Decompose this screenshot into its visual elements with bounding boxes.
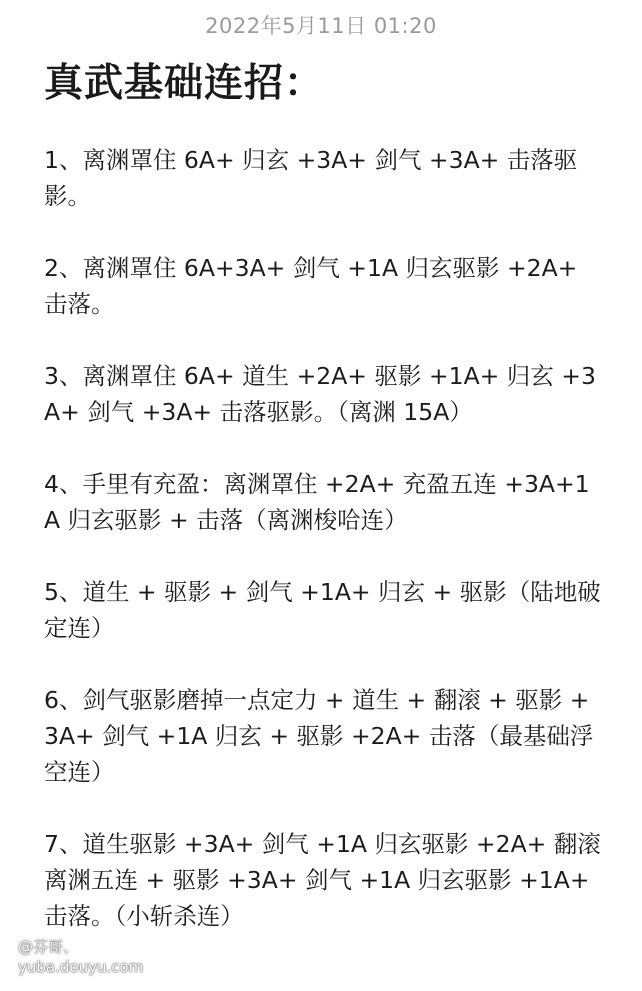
combo-item-3: 3、离渊罩住 6A+ 道生 +2A+ 驱影 +1A+ 归玄 +3A+ 剑气 +3A+ 击落驱影。（离渊 15A） — [44, 362, 596, 426]
combo-item-4: 4、手里有充盈：离渊罩住 +2A+ 充盈五连 +3A+1A 归玄驱影 + 击落（离渊梭哈连） — [44, 470, 590, 534]
combo-item-6: 6、剑气驱影磨掉一点定力 + 道生 + 翻滚 + 驱影 +3A+ 剑气 +1A 归玄 + 驱影 +2A+ 击落（最基础浮空连） — [44, 686, 594, 786]
note-title: 真武基础连招： — [44, 61, 325, 106]
watermark-site: yuba.douyu.com — [18, 958, 144, 976]
combo-item-5: 5、道生 + 驱影 + 剑气 +1A+ 归玄 + 驱影（陆地破定连） — [44, 578, 601, 642]
combo-item-7: 7、道生驱影 +3A+ 剑气 +1A 归玄驱影 +2A+ 翻滚离渊五连 + 驱影 +3A+ 剑气 +1A 归玄驱影 +1A+ 击落。（小斩杀连） — [44, 830, 601, 930]
watermark-user: @芬哥、 — [18, 938, 79, 956]
combo-item-1: 1、离渊罩住 6A+ 归玄 +3A+ 剑气 +3A+ 击落驱影。 — [44, 146, 578, 210]
note-timestamp: 2022年5月11日 01:20 — [205, 14, 437, 38]
combo-list — [44, 142, 604, 970]
watermark — [18, 937, 143, 977]
combo-item-2: 2、离渊罩住 6A+3A+ 剑气 +1A 归玄驱影 +2A+ 击落。 — [44, 254, 578, 318]
